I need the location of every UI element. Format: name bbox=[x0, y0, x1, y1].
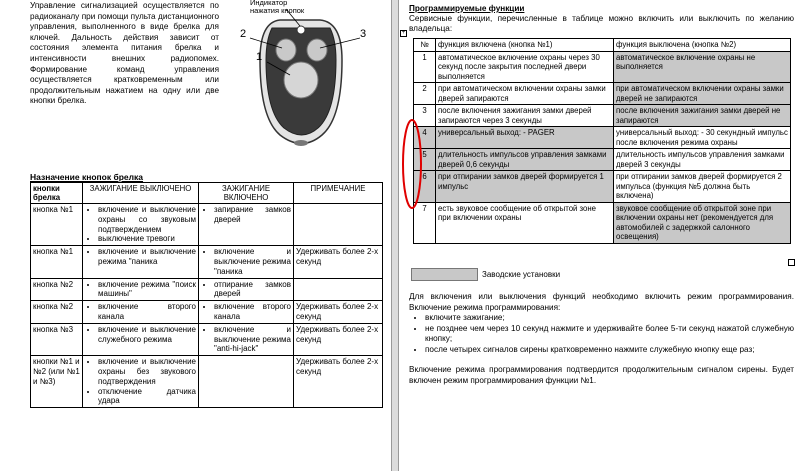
row-on: длительность импульсов управления замками дверей 0,6 секунды bbox=[436, 149, 614, 171]
legend-label: Заводские установки bbox=[482, 270, 561, 279]
programmable-functions-title: Программируемые функции bbox=[409, 4, 525, 13]
header-ignition-on: ЗАЖИГАНИЕ ВКЛЮЧЕНО bbox=[199, 183, 294, 204]
table-row bbox=[31, 356, 383, 408]
indicator-label: Индикатор нажатия кнопок bbox=[250, 0, 305, 15]
row-on: автоматическое включение охраны через 30 секунд после закрытия последней двери выполняется bbox=[436, 51, 614, 83]
row-note: Удерживать более 2-х секунд bbox=[294, 323, 383, 355]
table-row bbox=[414, 83, 791, 105]
table-row bbox=[414, 202, 791, 243]
row-off: длительность импульсов управления замками дверей 3 секунды bbox=[614, 149, 791, 171]
row-off: • включение и выключение служебного режима bbox=[83, 323, 199, 355]
row-key: кнопка №2 bbox=[31, 278, 83, 301]
row-key: кнопка №1 bbox=[31, 246, 83, 278]
table-row bbox=[414, 149, 791, 171]
header-ignition-off: ЗАЖИГАНИЕ ВЫКЛЮЧЕНО bbox=[83, 183, 199, 204]
legend-swatch bbox=[411, 268, 478, 281]
row-off: при отпирании замков дверей формируется 2 импульса (функция №5 должна быть включена) bbox=[614, 171, 791, 203]
row-off: • включение второго канала bbox=[83, 301, 199, 324]
table-row bbox=[414, 171, 791, 203]
table-row bbox=[414, 127, 791, 149]
header-note: ПРИМЕЧАНИЕ bbox=[294, 183, 383, 204]
row-off: после включения зажигания замки дверей не запираются bbox=[614, 105, 791, 127]
row-off: • включение и выключение охраны со звуковым подтверждением • выключение тревоги bbox=[83, 204, 199, 246]
row-on bbox=[199, 356, 294, 408]
header-number: № bbox=[414, 39, 436, 52]
table-row bbox=[31, 246, 383, 278]
key-fob-icon bbox=[260, 20, 342, 146]
programmable-intro: Сервисные функции, перечисленные в таблице можно включить или выключить по желанию владельца: bbox=[409, 14, 794, 33]
row-key: кнопка №2 bbox=[31, 301, 83, 324]
row-on: • включение и выключение режима "паника bbox=[199, 246, 294, 278]
left-page bbox=[0, 0, 391, 471]
key-fob-illustration bbox=[220, 0, 390, 160]
callout-2: 2 bbox=[240, 28, 247, 40]
row-on: • включение и выключение режима "anti-hi-jack" bbox=[199, 323, 294, 355]
list-item: • после четырех сигналов сирены кратковременно нажмите служебную кнопку еще раз; bbox=[425, 345, 794, 356]
row-off: автоматическое включение охраны не выполняется bbox=[614, 51, 791, 83]
table-move-handle[interactable]: + bbox=[401, 30, 406, 36]
callout-3: 3 bbox=[360, 28, 367, 40]
row-number: 1 bbox=[414, 51, 436, 83]
header-function-on: функция включена (кнопка №1) bbox=[436, 39, 614, 52]
row-number: 7 bbox=[414, 202, 436, 243]
row-key: кнопки №1 и №2 (или №1 и №3) bbox=[31, 356, 83, 408]
row-off: при автоматическом включении охраны замки дверей не запираются bbox=[614, 83, 791, 105]
row-number: 6 bbox=[414, 171, 436, 203]
section-title: Назначение кнопок брелка bbox=[30, 172, 144, 182]
table-row bbox=[414, 51, 791, 83]
list-item: • включите зажигание; bbox=[425, 313, 794, 324]
page-divider bbox=[391, 0, 399, 471]
header-keys: кнопки брелка bbox=[31, 183, 83, 204]
list-item: • не позднее чем через 10 секунд нажмите и удерживайте более 5-ти секунд нажатой служебную кнопку; bbox=[425, 324, 794, 345]
table-header-row bbox=[414, 39, 791, 52]
row-on: есть звуковое сообщение об открытой зоне при включении охраны bbox=[436, 202, 614, 243]
confirmation-text: Включение режима программирования подтвердится продолжительным сигналом сирены. Будет включен режим программирования функции №1. bbox=[409, 365, 794, 385]
steps-list bbox=[409, 313, 794, 355]
functions-table bbox=[413, 38, 791, 244]
row-note: Удерживать более 2-х секунд bbox=[294, 356, 383, 408]
row-on: при автоматическом включении охраны замки дверей запираются bbox=[436, 83, 614, 105]
row-key: кнопка №1 bbox=[31, 204, 83, 246]
row-number: 4 bbox=[414, 127, 436, 149]
table-row bbox=[31, 278, 383, 301]
row-number: 3 bbox=[414, 105, 436, 127]
row-on: универсальный выход: - PAGER bbox=[436, 127, 614, 149]
row-note: Удерживать более 2-х секунд bbox=[294, 301, 383, 324]
legend bbox=[411, 268, 560, 281]
intro-paragraph: Управление сигнализацией осуществляется по радиоканалу при помощи пульта дистанционного управления, выполненного в виде брелка для ключей. Дальность действия зависит от состояния элемента питания брелка и интенсивности внешних радиопомех. Формирование команд управления осуществляется кратковременным или продолжительным нажатием на одну или две кнопки брелка. bbox=[30, 1, 219, 106]
row-key: кнопка №3 bbox=[31, 323, 83, 355]
table-header-row bbox=[31, 183, 383, 204]
header-function-off: функция выключена (кнопка №2) bbox=[614, 39, 791, 52]
table-row bbox=[31, 323, 383, 355]
row-note bbox=[294, 204, 383, 246]
row-on: • запирание замков дверей bbox=[199, 204, 294, 246]
row-number: 2 bbox=[414, 83, 436, 105]
right-page bbox=[399, 0, 800, 471]
row-on: • отпирание замков дверей bbox=[199, 278, 294, 301]
row-off: • включение и выключение охраны без звукового подтверждения • отключение датчика удара bbox=[83, 356, 199, 408]
row-number: 5 bbox=[414, 149, 436, 171]
row-on: • включение второго канала bbox=[199, 301, 294, 324]
row-off: • включение режима "поиск машины" bbox=[83, 278, 199, 301]
callout-1: 1 bbox=[256, 51, 263, 63]
row-off: звуковое сообщение об открытой зоне при включении охраны нет (рекомендуется для автомобилей с задержкой салонного освещения) bbox=[614, 202, 791, 243]
row-note: Удерживать более 2-х секунд bbox=[294, 246, 383, 278]
instructions-block bbox=[409, 292, 794, 386]
button-assignment-table bbox=[30, 182, 383, 408]
row-on: при отпирании замков дверей формируется 1 импульс bbox=[436, 171, 614, 203]
row-note bbox=[294, 278, 383, 301]
instructions-text: Для включения или выключения функций необходимо включить режим программирования. Включение режима программирования: bbox=[409, 292, 794, 312]
row-on: после включения зажигания замки дверей запираются через 3 секунды bbox=[436, 105, 614, 127]
row-off: • включение и выключение режима "паника bbox=[83, 246, 199, 278]
table-row bbox=[414, 105, 791, 127]
table-row bbox=[31, 204, 383, 246]
row-off: универсальный выход: - 30 секундный импульс после включения режима охраны bbox=[614, 127, 791, 149]
table-resize-handle[interactable] bbox=[788, 259, 795, 266]
table-row bbox=[31, 301, 383, 324]
